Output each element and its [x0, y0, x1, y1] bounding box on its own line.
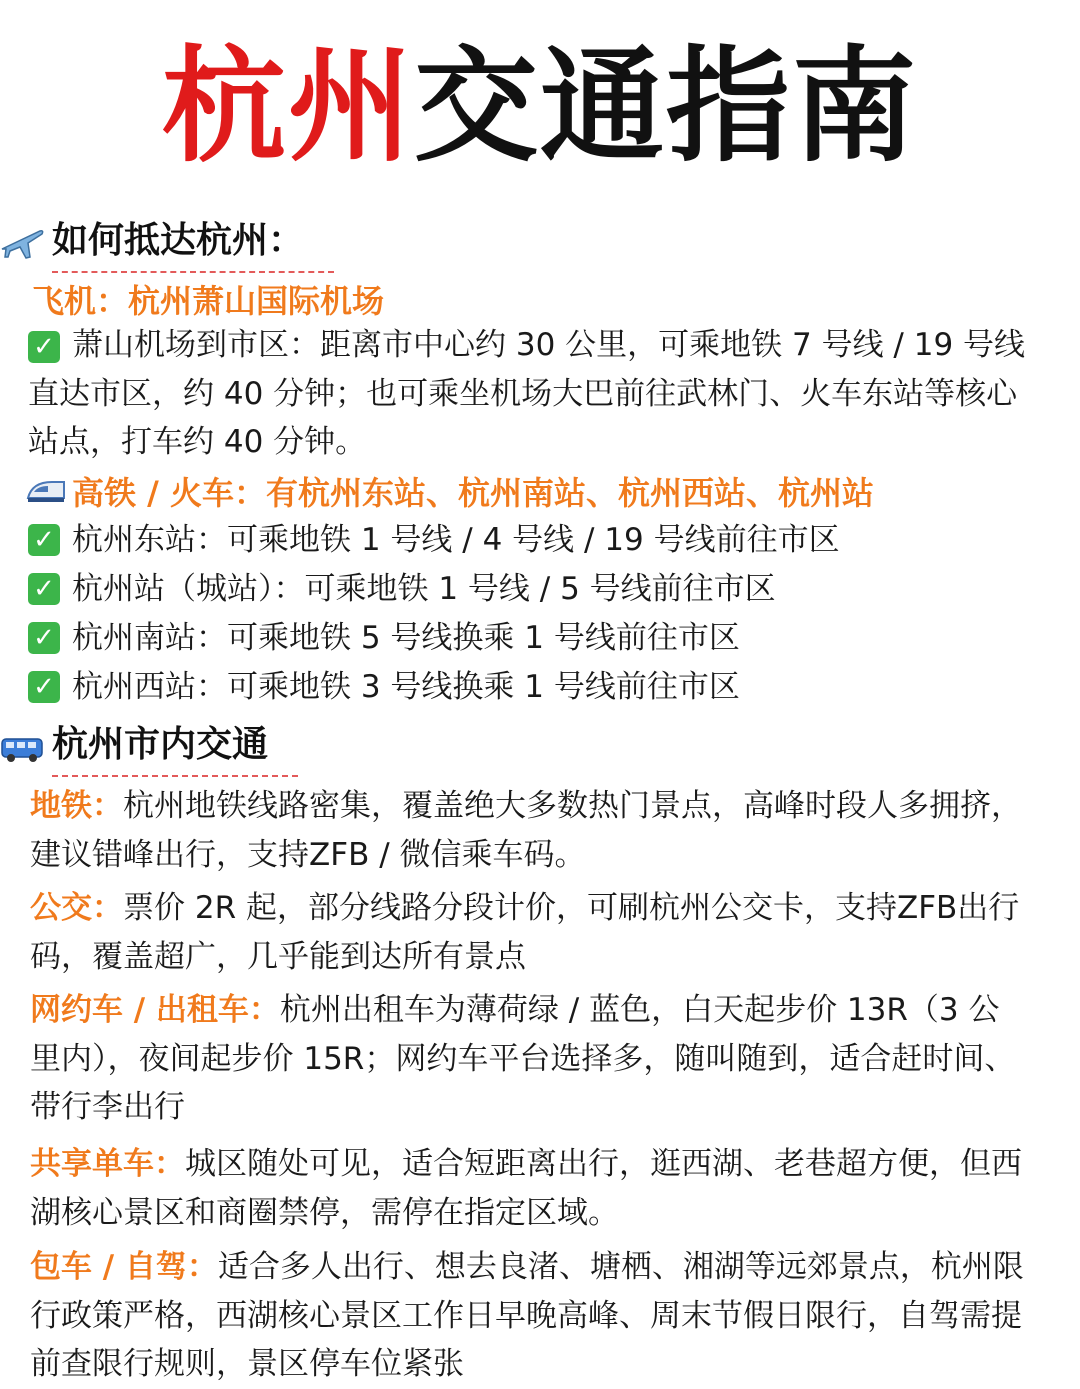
list-item: ✓ 杭州东站：可乘地铁 1 号线 / 4 号线 / 19 号线前往市区: [28, 516, 840, 564]
rail-heading: 高铁 / 火车：有杭州东站、杭州南站、杭州西站、杭州站: [26, 468, 874, 514]
check-icon: ✓: [28, 573, 60, 605]
airplane-icon: [0, 223, 44, 263]
airport-paragraph: ✓ 萧山机场到市区：距离市中心约 30 公里，可乘地铁 7 号线 / 19 号线直达市区，约 40 分钟；也可乘坐机场大巴前往武林门、火车东站等核心站点，打车约 40 分钟。: [28, 327, 1026, 460]
transport-item-metro: 地铁：杭州地铁线路密集，覆盖绝大多数热门景点，高峰时段人多拥挤，建议错峰出行，支持ZFB / 微信乘车码。: [30, 788, 1022, 873]
title-main: 交通指南: [414, 35, 919, 179]
list-item: ✓ 杭州西站：可乘地铁 3 号线换乘 1 号线前往市区: [28, 663, 740, 711]
section-local-transport-heading: 杭州市内交通: [0, 716, 298, 777]
title-highlight: 杭州: [161, 35, 414, 179]
section-arrival-heading: 如何抵达杭州：: [0, 212, 334, 273]
transport-item-car: 包车 / 自驾：适合多人出行、想去良渚、塘栖、湘湖等远郊景点，杭州限行政策严格，西湖核心景区工作日早晚高峰、周末节假日限行，自驾需提前查限行规则，景区停车位紧张: [30, 1249, 1024, 1382]
bus-icon: [0, 727, 44, 767]
list-item: ✓ 杭州站（城站）：可乘地铁 1 号线 / 5 号线前往市区: [28, 565, 776, 613]
transport-item-bus: 公交：票价 2R 起，部分线路分段计价，可刷杭州公交卡，支持ZFB出行码，覆盖超广，几乎能到达所有景点: [30, 890, 1020, 975]
airport-heading: 飞机：杭州萧山国际机场: [32, 282, 385, 320]
transport-item-bike: 共享单车：城区随处可见，适合短距离出行，逛西湖、老巷超方便，但西湖核心景区和商圈禁停，需停在指定区域。: [30, 1146, 1022, 1231]
check-icon: ✓: [28, 524, 60, 556]
high-speed-train-icon: [26, 476, 66, 506]
list-item: ✓ 杭州南站：可乘地铁 5 号线换乘 1 号线前往市区: [28, 614, 740, 662]
transport-item-taxi: 网约车 / 出租车：杭州出租车为薄荷绿 / 蓝色，白天起步价 13R（3 公里内），夜间起步价 15R；网约车平台选择多，随叫随到，适合赶时间、带行李出行: [30, 992, 1016, 1125]
check-icon: ✓: [28, 671, 60, 703]
check-icon: ✓: [28, 331, 60, 363]
page-title: [0, 35, 1080, 179]
check-icon: ✓: [28, 622, 60, 654]
